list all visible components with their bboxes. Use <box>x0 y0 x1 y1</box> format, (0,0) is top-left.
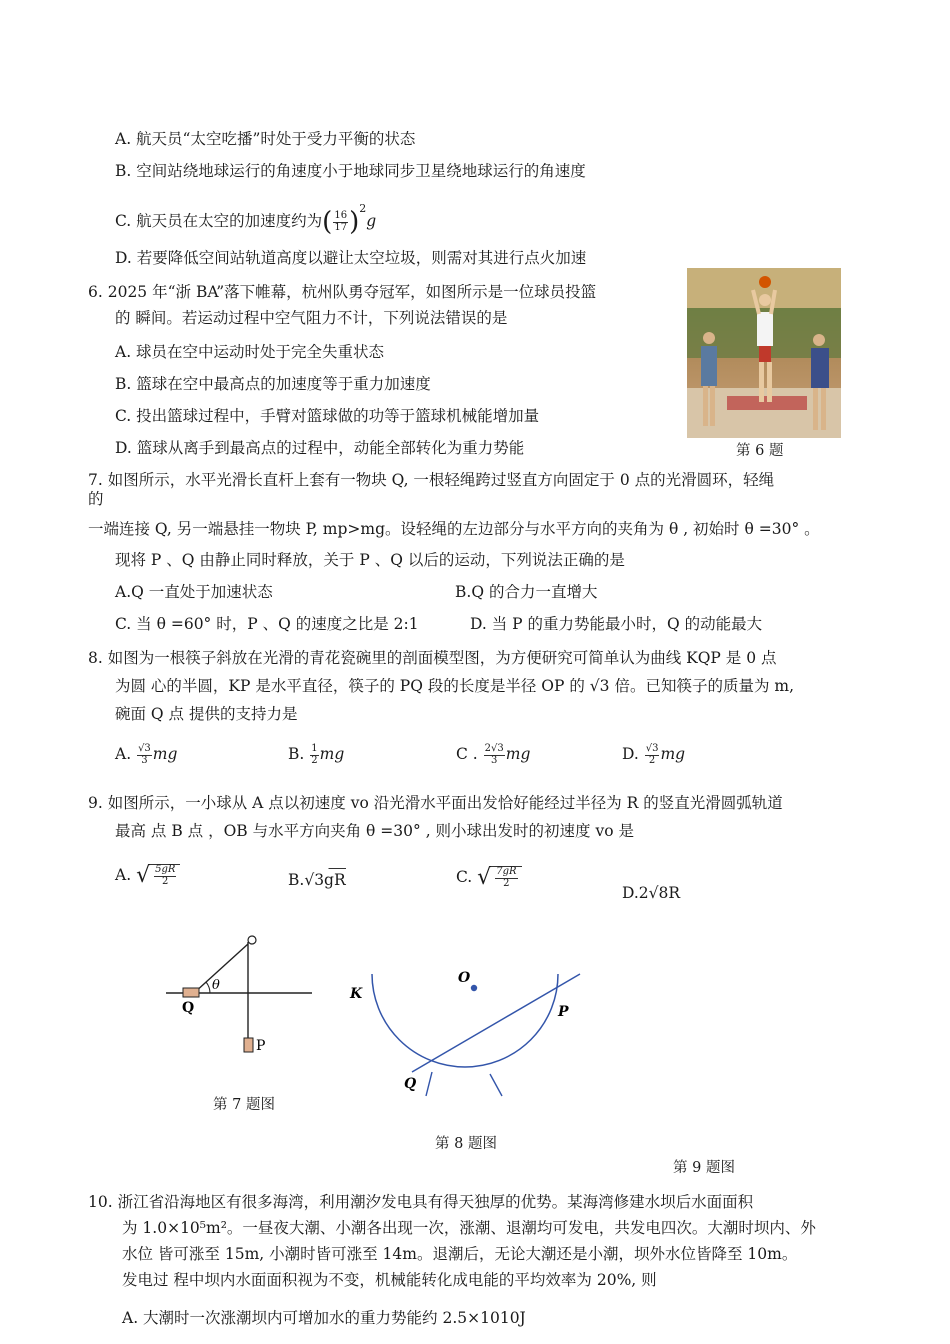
q6-stem-line1: 6. 2025 年“浙 BA”落下帷幕，杭州队勇夺冠军，如图所示是一位球员投篮 <box>88 283 597 301</box>
q9-option-c <box>456 864 522 892</box>
fig7-caption: 第 7 题图 <box>213 1097 275 1113</box>
q8-d-mg: mg <box>660 745 686 763</box>
block-q <box>183 988 199 997</box>
q6-option-a: A. 球员在空中运动时处于完全失重状态 <box>115 343 385 361</box>
q8-stem-line3: 碗面 Q 点 提供的支持力是 <box>115 705 298 723</box>
q7-option-d: D. 当 P 的重力势能最小时，Q 的动能最大 <box>470 615 763 633</box>
q8-c-mg: mg <box>505 745 531 763</box>
q8-d-num: √3 <box>645 743 659 754</box>
q8-c-label: C . <box>456 745 478 763</box>
q9-option-d: D.2√8R <box>622 884 681 902</box>
sqrt-icon: √ <box>477 865 492 890</box>
label-o: O <box>458 970 471 986</box>
q8-b-mg: mg <box>319 745 345 763</box>
q9-a-num: 5gR <box>155 864 176 876</box>
q8-c-num: 2√3 <box>484 743 504 754</box>
q8-d-fraction <box>645 744 660 766</box>
q9-c-sqrt <box>477 864 521 892</box>
q9-a-fraction <box>154 865 176 887</box>
q9-a-den: 2 <box>162 875 169 887</box>
q8-a-fraction <box>137 744 152 766</box>
q9-stem-line2: 最高 点 B 点 ，OB 与水平方向夹角 θ =30° , 则小球出发时的初速度 vo 是 <box>115 822 634 840</box>
q6-option-d: D. 篮球从离手到最高点的过程中，动能全部转化为重力势能 <box>115 439 525 457</box>
q8-c-fraction <box>484 744 505 766</box>
label-k: K <box>350 986 363 1002</box>
q7-option-c: C. 当 θ =60° 时，P 、Q 的速度之比是 2:1 <box>115 615 419 633</box>
block-p <box>244 1038 253 1052</box>
q10-stem-line4: 发电过 程中坝内水面面积视为不变，机械能转化成电能的平均效率为 20%, 则 <box>122 1271 657 1289</box>
label-p: P <box>558 1004 569 1020</box>
q9-c-label: C. <box>456 867 473 886</box>
q5-fraction <box>333 211 348 233</box>
label-theta: θ <box>212 978 220 993</box>
angle-arc <box>206 982 210 993</box>
q5-frac-num: 16 <box>334 210 348 221</box>
q8-d-label: D. <box>622 745 639 763</box>
label-q: Q <box>404 1076 417 1092</box>
q6-option-c: C. 投出篮球过程中，手臂对篮球做的功等于篮球机械能增加量 <box>115 407 540 425</box>
q9-c-num: 7gR <box>496 866 517 878</box>
rope-slant <box>194 944 248 993</box>
chopstick-line <box>412 974 580 1072</box>
q9-a-label: A. <box>115 865 132 884</box>
label-p: P <box>256 1038 266 1054</box>
q9-option-b: B.√3gR <box>288 868 346 890</box>
q7-option-a: A.Q 一直处于加速状态 <box>115 583 273 601</box>
fig6-caption: 第 6 题 <box>736 443 784 459</box>
q9-c-fraction <box>495 867 517 889</box>
q7-stem-line3: 现将 P 、Q 由静止同时释放，关于 P 、Q 以后的运动，下列说法正确的是 <box>115 551 625 569</box>
q5-g: g <box>366 212 377 230</box>
q5-option-c-text: C. 航天员在太空的加速度约为 <box>115 212 323 230</box>
q8-b-num: 1 <box>311 743 318 754</box>
paren-left: ( <box>322 206 333 237</box>
q9-a-sqrt <box>136 862 180 890</box>
bowl-foot-left <box>426 1072 432 1096</box>
q8-b-den: 2 <box>311 754 318 766</box>
q8-b-fraction <box>310 744 318 766</box>
q5-option-c <box>115 202 376 238</box>
q5-option-d: D. 若要降低空间站轨道高度以避让太空垃圾，则需对其进行点火加速 <box>115 249 587 267</box>
q7-stem-line2: 一端连接 Q, 另一端悬挂一物块 P, mp>mg。设轻绳的左边部分与水平方向的夹角为 θ , 初始时 θ =30° 。 <box>88 520 820 538</box>
q8-option-d <box>622 744 685 766</box>
q10-stem-line2: 为 1.0×10⁵m²。一昼夜大潮、小潮各出现一次，涨潮、退潮均可发电，共发电四次。大潮时坝内、外 <box>122 1219 816 1237</box>
q5-option-b: B. 空间站绕地球运行的角速度小于地球同步卫星绕地球运行的角速度 <box>115 162 586 180</box>
sqrt-icon: √ <box>136 863 151 888</box>
bowl-foot-right <box>490 1074 502 1096</box>
q9-stem-line1: 9. 如图所示，一小球从 A 点以初速度 vo 沿光滑水平面出发恰好能经过半径为 R 的竖直光滑圆弧轨道 <box>88 794 783 812</box>
q8-option-c <box>456 744 530 766</box>
q7-stem-line1: 7. 如图所示，水平光滑长直杆上套有一物块 Q, 一根轻绳跨过竖直方向固定于 0 点的光滑圆环，轻绳 <box>88 471 775 489</box>
figure-8 <box>340 960 590 1100</box>
q5-exponent: 2 <box>359 202 367 215</box>
fig9-caption: 第 9 题图 <box>673 1160 735 1176</box>
q8-stem-line2: 为圆 心的半圆，KP 是水平直径，筷子的 PQ 段的长度是半径 OP 的 √3 倍。已知筷子的质量为 m, <box>115 677 794 695</box>
q8-option-a <box>115 744 177 766</box>
q10-stem-line1: 10. 浙江省沿海地区有很多海湾，利用潮汐发电具有得天独厚的优势。某海湾修建水坝后水面面积 <box>88 1193 754 1211</box>
q9-option-a <box>115 862 180 890</box>
q8-d-den: 2 <box>648 754 656 766</box>
q6-option-b: B. 篮球在空中最高点的加速度等于重力加速度 <box>115 375 431 393</box>
label-q: Q <box>182 1000 195 1016</box>
q6-stem-line2: 的 瞬间。若运动过程中空气阻力不计，下列说法错误的是 <box>115 309 508 327</box>
q10-stem-line3: 水位 皆可涨至 15m, 小潮时皆可涨至 14m。退潮后，无论大潮还是小潮，坝外水位皆降至 10m。 <box>122 1245 798 1263</box>
q8-b-label: B. <box>288 745 305 763</box>
q8-option-b <box>288 744 344 766</box>
q5-option-a: A. 航天员“太空吃播”时处于受力平衡的状态 <box>115 130 416 148</box>
q7-option-b: B.Q 的合力一直增大 <box>455 583 598 601</box>
q8-stem-line1: 8. 如图为一根筷子斜放在光滑的青花瓷碗里的剖面模型图，为方便研究可简单认为曲线 KQP 是 0 点 <box>88 649 777 667</box>
ring-icon <box>248 936 256 944</box>
q10-option-a: A. 大潮时一次涨潮坝内可增加水的重力势能约 2.5×1010J <box>122 1309 526 1327</box>
q8-a-num: √3 <box>138 743 151 754</box>
center-point-o <box>471 985 477 991</box>
q8-a-mg: mg <box>152 745 178 763</box>
basketball-photo <box>687 268 841 438</box>
q8-c-den: 3 <box>491 754 498 766</box>
q8-a-label: A. <box>115 745 132 763</box>
figure-7 <box>160 930 320 1060</box>
paren-right: ) <box>349 206 360 237</box>
q8-a-den: 3 <box>141 754 148 766</box>
q7-stem-line1b: 的 <box>88 490 104 508</box>
fig8-caption: 第 8 题图 <box>435 1136 497 1152</box>
q9-c-den: 2 <box>503 877 510 889</box>
q5-frac-den: 17 <box>334 221 348 233</box>
bowl-arc <box>372 974 558 1067</box>
